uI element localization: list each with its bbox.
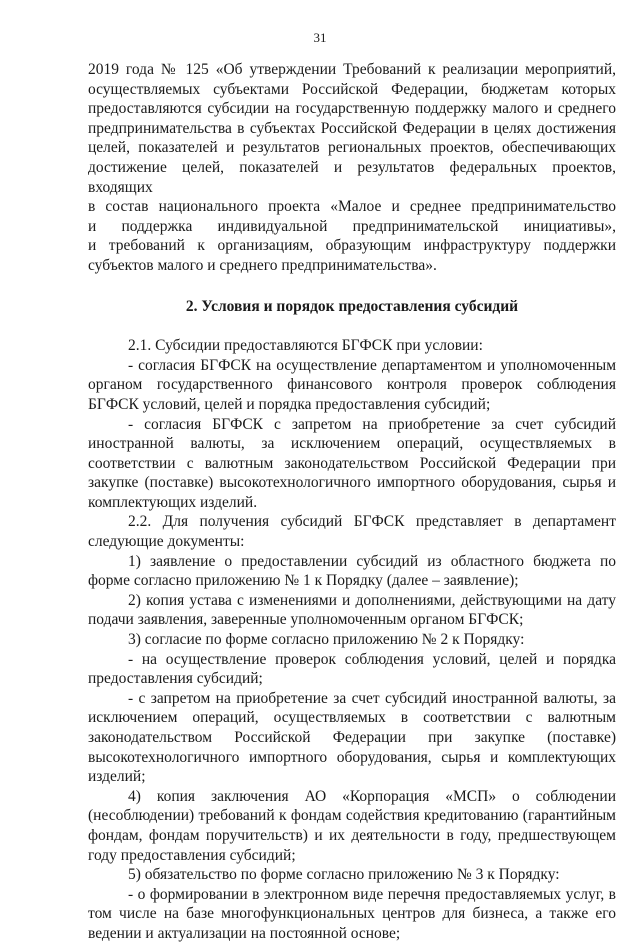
paragraph: 4) копия заключения АО «Корпорация «МСП» о соблюдении (несоблюдении) требований к фондам содействия кредитованию (гарантийным фондам, фондам поручительств) и их деятельности в году, предшествующем году предоставления субсидий; xyxy=(88,787,616,864)
intro-line: субъектов малого и среднего предпринимательства». xyxy=(88,256,437,274)
paragraph: 1) заявление о предоставлении субсидий из областного бюджета по форме согласно приложению № 1 к Порядку (далее – заявление); xyxy=(88,552,616,590)
page-number: 31 xyxy=(313,30,327,45)
intro-line: предоставляются субсидии на государственную поддержку малого и среднего xyxy=(88,100,616,118)
intro-line: достижение целей, показателей и результатов федеральных проектов, входящих xyxy=(88,158,616,196)
document-body xyxy=(88,60,616,944)
paragraph: 2.2. Для получения субсидий БГФСК представляет в департамент следующие документы: xyxy=(88,513,616,551)
intro-line: в состав национального проекта «Малое и среднее предпринимательство xyxy=(88,198,616,216)
paragraph: 3) согласие по форме согласно приложению № 2 к Порядку: xyxy=(128,631,525,649)
intro-line: предпринимательства в субъектах Российской Федерации в целях достижения xyxy=(88,119,616,137)
paragraph: - с запретом на приобретение за счет субсидий иностранной валюты, за исключением операций, осуществляемых в соответствии с валютным законодательством Российской Федерации при закупке (поставке) высокотехнологичного импортного оборудования, сырья и комплектующих изделий; xyxy=(88,689,616,786)
intro-line: и поддержка индивидуальной предпринимательской инициативы», xyxy=(88,217,616,235)
paragraph: - согласия БГФСК на осуществление департаментом и уполномоченным органом государственного финансового контроля проверок соблюдения БГФСК условий, целей и порядка предоставления субсидий; xyxy=(88,356,616,413)
paragraph: - о формировании в электронном виде перечня предоставляемых услуг, в том числе на базе многофункциональных центров для бизнеса, а также его ведении и актуализации на постоянной основе; xyxy=(88,885,616,942)
intro-line: 2019 года № 125 «Об утверждении Требований к реализации мероприятий, xyxy=(88,61,616,78)
intro-paragraph xyxy=(88,60,616,276)
paragraph: 2.1. Субсидии предоставляются БГФСК при условии: xyxy=(128,337,483,355)
paragraph: - на осуществление проверок соблюдения условий, целей и порядка предоставления субсидий; xyxy=(88,650,616,688)
intro-line: целей, показателей и результатов региональных проектов, обеспечивающих xyxy=(88,139,616,157)
intro-line: и требований к организациям, образующим инфраструктуру поддержки xyxy=(88,237,616,255)
intro-line: осуществляемых субъектами Российской Федерации, бюджетам которых xyxy=(88,80,616,98)
section-heading: 2. Условия и порядок предоставления субсидий xyxy=(185,297,519,315)
paragraph: 2) копия устава с изменениями и дополнениями, действующими на дату подачи заявления, заверенные уполномоченным органом БГФСК; xyxy=(88,591,616,629)
paragraph: 5) обязательство по форме согласно приложению № 3 к Порядку: xyxy=(128,866,560,884)
paragraph: - согласия БГФСК с запретом на приобретение за счет субсидий иностранной валюты, за исключением операций, осуществляемых в соответствии с валютным законодательством Российской Федерации при закупке (поставке) высокотехнологичного импортного оборудования, сырья и комплектующих изделий. xyxy=(88,415,616,511)
